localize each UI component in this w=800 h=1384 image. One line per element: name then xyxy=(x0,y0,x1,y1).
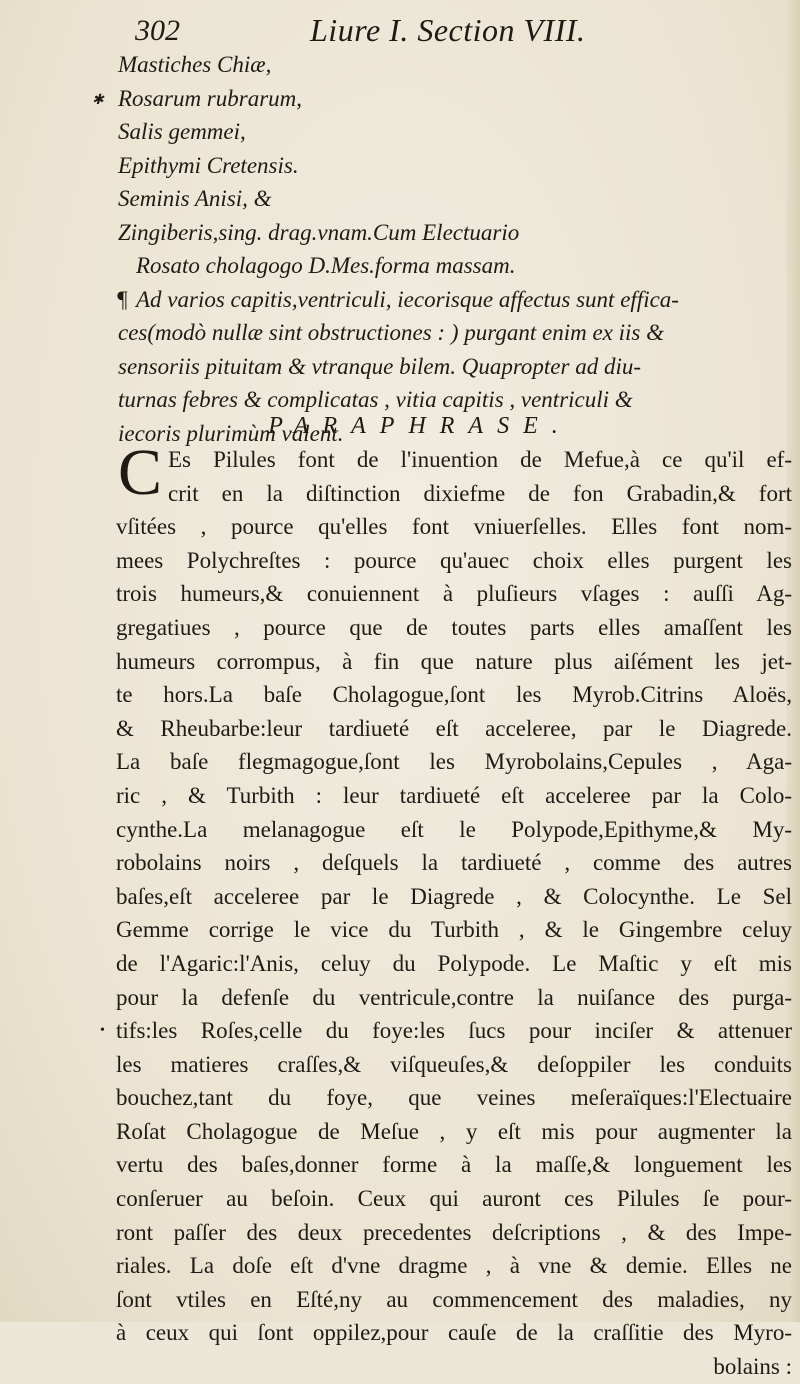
body-line: bolains : xyxy=(713,1354,792,1380)
star-mark: ✱ xyxy=(92,92,104,108)
body-line: Gemme corrige le vice du Turbith , & le Gingembre celuy xyxy=(116,917,792,943)
body-line: à ceux qui ſont oppilez,pour cauſe de la craſſitie des Myro- xyxy=(116,1320,792,1346)
body-line: de l'Agaric:l'Anis, celuy du Polypode. Le Maſtic y eſt mis xyxy=(116,950,792,976)
body-line: te hors.La baſe Cholagogue,ſont les Myrob.Citrins Aloës, xyxy=(116,682,792,708)
body-line: vſitées , pource qu'elles font vniuerſelles. Elles font nom- xyxy=(116,514,792,540)
body-line: ſont vtiles en Eſté,ny au commencement des maladies, ny xyxy=(116,1286,792,1312)
recipe-line: Zingiberis,sing. drag.vnam.Cum Electuario xyxy=(118,219,520,245)
body-line: Roſat Cholagogue de Meſue , y eſt mis pour augmenter la xyxy=(116,1118,792,1144)
body-line: bouchez,tant du foye, que veines meſeraïques:l'Electuaire xyxy=(116,1085,792,1111)
body-line: gregatiues , pource que de toutes parts elles amaſſent les xyxy=(116,614,792,640)
recipe-line: Seminis Anisi, & xyxy=(118,186,272,211)
recipe-line: ✱ Rosarum rubrarum, xyxy=(118,82,788,116)
bullet-mark: • xyxy=(100,1023,105,1039)
body-line: conſeruer au beſoin. Ceux qui auront ces Pilules ſe pour- xyxy=(116,1186,792,1212)
body-line: Es Pilules font de l'inuention de Mefue,à ce qu'il ef- xyxy=(168,447,792,472)
recipe-block xyxy=(92,48,788,450)
body-line: ront paſſer des deux precedentes deſcriptions , & des Impe- xyxy=(116,1219,792,1245)
section-heading: PARAPHRASE. xyxy=(268,413,572,439)
body-line: les matieres craſſes,& viſqueuſes,& deſoppiler les conduits xyxy=(116,1051,792,1077)
body-line: pour la defenſe du ventricule,contre la nuiſance des purga- xyxy=(116,984,792,1010)
drop-cap: C xyxy=(118,436,163,509)
recipe-line: Rosato cholagogo D.Mes.forma massam. xyxy=(136,253,516,278)
running-head: Liure I. Section VIII. xyxy=(310,12,586,48)
recipe-line: ces(modò nullæ sint obstructiones : ) purgant enim ex iis & xyxy=(118,320,664,345)
body-line: ric , & Turbith : leur tardiueté eſt acceleree par la Colo- xyxy=(116,782,792,808)
recipe-line: Mastiches Chiæ, xyxy=(118,52,272,77)
body-line: humeurs corrompus, à fin que nature plus aiſément les jet- xyxy=(116,648,792,674)
recipe-line: sensoriis pituitam & vtranque bilem. Quapropter ad diu- xyxy=(118,353,642,379)
body-line: cynthe.La melanagogue eſt le Polypode,Epithyme,& My- xyxy=(116,816,792,842)
body-line: mees Polychreſtes : pource qu'auec choix elles purgent les xyxy=(116,547,792,573)
body-line: • tifs:les Roſes,celle du foye:les ſucs pour inciſer & attenuer xyxy=(116,1014,792,1048)
paragraph-mark: ¶ xyxy=(116,286,129,312)
body-line: trois humeurs,& conuiennent à pluſieurs vſages : auſſi Ag- xyxy=(116,581,792,607)
body-line: & Rheubarbe:leur tardiueté eſt acceleree, par le Diagrede. xyxy=(116,715,792,741)
body-line: baſes,eſt acceleree par le Diagrede , & Colocynthe. Le Sel xyxy=(116,883,792,909)
body-line: robolains noirs , deſquels la tardiueté , comme des autres xyxy=(116,850,792,876)
recipe-line: ¶ Ad varios capitis,ventriculi, iecorisque affectus sunt effica- xyxy=(118,283,788,317)
body-text xyxy=(100,443,792,1384)
recipe-line: iecoris plurimùm valent. xyxy=(118,420,344,446)
page-number: 302 xyxy=(135,14,180,47)
body-line: La baſe flegmagogue,ſont les Myrobolains,Cepules , Aga- xyxy=(116,749,792,775)
recipe-line: turnas febres & complicatas , vitia capitis , ventriculi & xyxy=(118,387,633,412)
body-line: crit en la diſtinction dixiefme de fon Grabadin,& fort xyxy=(168,480,792,506)
body-line: vertu des baſes,donner forme à la maſſe,& longuement les xyxy=(116,1152,792,1178)
recipe-line: Salis gemmei, xyxy=(118,119,246,144)
body-line: riales. La doſe eſt d'vne dragme , à vne & demie. Elles ne xyxy=(116,1253,792,1279)
recipe-line: Epithymi Cretensis. xyxy=(118,152,299,178)
